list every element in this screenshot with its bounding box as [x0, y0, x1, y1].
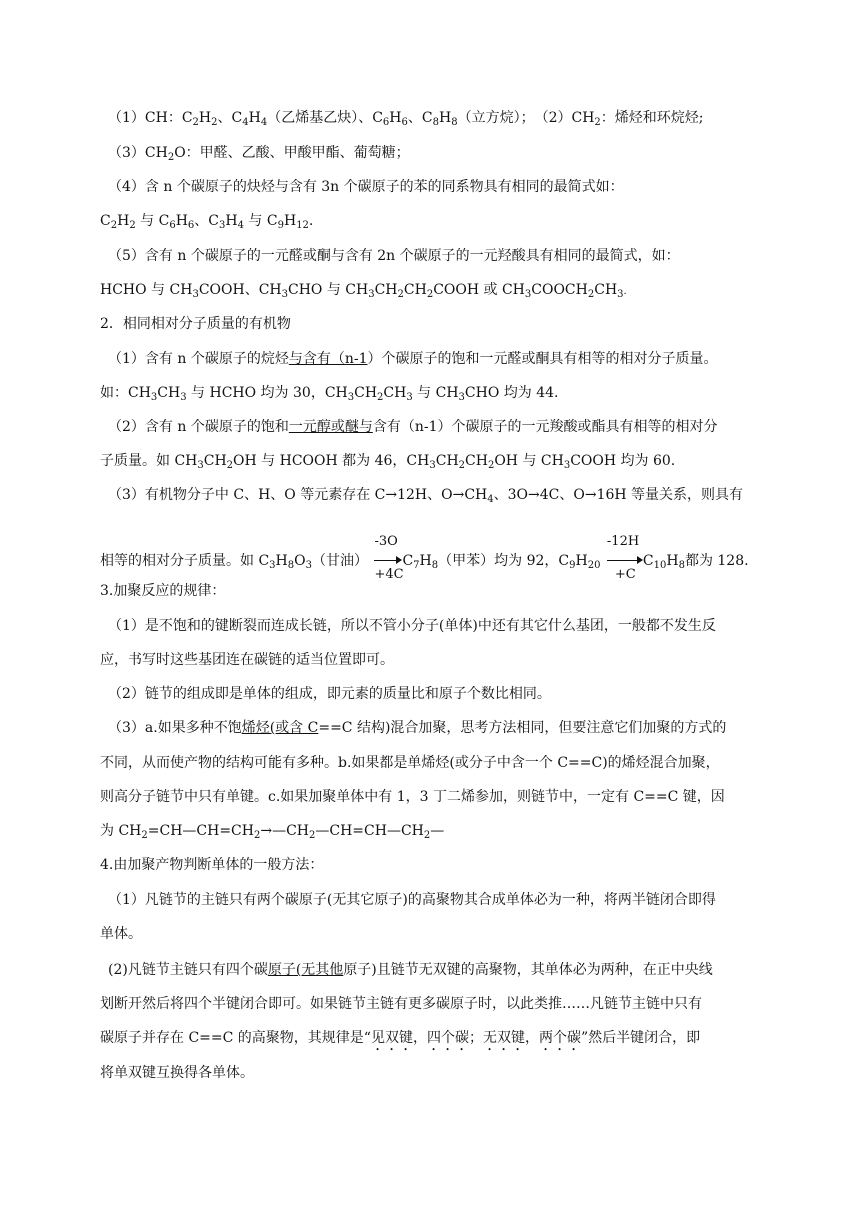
section-heading-4: 4.由加聚产物判断单体的一般方法： — [100, 857, 324, 873]
t: =CH—CH=CH — [147, 823, 254, 839]
text-line-23: （1）凡链节的主链只有两个碳原子(无其它原子)的高聚物其合成单体必为一种，将两半链闭合即得 — [108, 892, 716, 908]
text-line-16: 应，书写时这些基团连在碳链的适当位置即可。 — [100, 652, 394, 668]
sub: 8 — [287, 560, 295, 571]
sub: 4 — [242, 117, 249, 128]
sub: 3 — [617, 289, 624, 300]
t: COOCH — [531, 282, 588, 298]
t: （乙烯基乙炔）、C — [267, 110, 383, 126]
t: （3）有机物分子中 C、H、O 等元素存在 C→12H、O→CH — [108, 487, 488, 503]
t: H — [175, 213, 188, 229]
sub: 2 — [253, 830, 261, 841]
text-line-6 — [100, 280, 627, 302]
sub: 3 — [524, 289, 532, 300]
t: CH — [383, 385, 407, 401]
text-line-26: 划断开然后将四个半键闭合即可。如果链节主链有更多碳原子时，以此类推……凡链节主链中只有 — [100, 996, 702, 1012]
sub: 3 — [406, 392, 413, 403]
t: 如：CH — [100, 385, 151, 401]
t: （立方烷）； （2）CH — [457, 110, 595, 126]
sub: 6 — [401, 117, 408, 128]
t: （甲苯）均为 92，C — [438, 553, 570, 569]
sub: 3 — [219, 220, 226, 231]
t: C — [402, 553, 414, 569]
t: CH — [203, 453, 227, 469]
t: H — [225, 213, 238, 229]
sub: 3 — [150, 392, 158, 403]
t-emphasis: “见双键，四个碳；无双键，两个碳” — [363, 1030, 589, 1046]
t: 、3O→4C、O→16H 等量关系，则具有 — [493, 487, 744, 503]
t: （甘油） — [312, 553, 368, 569]
sub: 8 — [431, 560, 439, 571]
sub: 4 — [260, 117, 268, 128]
text-line-21 — [100, 821, 444, 841]
t: CH — [403, 282, 427, 298]
text-line-4 — [100, 211, 313, 231]
t: 与 C — [243, 213, 278, 229]
t: OH 与 CH — [494, 453, 564, 469]
t: 、C — [194, 213, 219, 229]
t: H — [248, 110, 261, 126]
t: 碳原子并存在 C==C 的高聚物，其规律是 — [100, 1030, 364, 1046]
sub: 4 — [237, 220, 244, 231]
sub: 2 — [594, 117, 601, 128]
section-heading-2: 2．相同相对分子质量的有机物 — [100, 316, 291, 332]
t: （1）CH：C — [108, 110, 193, 126]
t: （3）CH — [108, 145, 168, 161]
arrow-head-icon — [396, 556, 402, 564]
text-line-24: 单体。 — [100, 926, 142, 942]
text-line-25 — [108, 960, 713, 980]
sub: 2 — [487, 460, 495, 471]
sub: 2 — [423, 830, 431, 841]
t: 原子)且链节无双键的高聚物，其单体必为两种，在正中央线 — [343, 962, 713, 978]
text-line-17: （2）链节的组成即是单体的组成，即元素的质量比和原子个数比相同。 — [108, 686, 551, 702]
t: ==C 结构)混合加聚，思考方法相同，但要注意它们加聚的方式的 — [318, 720, 727, 736]
sub: 3 — [368, 289, 375, 300]
sub: 8 — [432, 117, 439, 128]
t: . — [623, 286, 627, 297]
t: ）个碳原子的饱和一元醛或酮具有相等的相对分子质量。 — [367, 351, 718, 367]
t: 与 C — [135, 213, 170, 229]
t: COOH、CH — [198, 282, 282, 298]
text-line-3: （4）含 n 个碳原子的炔烃与含有 3n 个碳原子的苯的同系物具有相同的最简式如： — [108, 179, 624, 195]
sub: 3 — [269, 560, 276, 571]
t: H — [275, 553, 288, 569]
text-line-2 — [108, 143, 410, 163]
sub: 3 — [458, 392, 465, 403]
sub: 2 — [110, 220, 118, 231]
sub: 3 — [305, 560, 312, 571]
t: OH 与 HCOOH 都为 46，CH — [233, 453, 430, 469]
sub: 10 — [653, 560, 667, 571]
t: 相等的相对分子质量。如 C — [100, 553, 270, 569]
sub: 2 — [458, 460, 466, 471]
t-underlined: 一元醇或醚与 — [288, 419, 373, 435]
t: O：甲醛、乙酸、甲酸甲酯、葡萄糖； — [174, 145, 410, 161]
t: CH — [374, 282, 398, 298]
text-line-9 — [100, 383, 559, 403]
sub: 2 — [226, 460, 234, 471]
text-line-28: 将单双键互换得各单体。 — [100, 1065, 254, 1081]
text-line-27 — [100, 1028, 700, 1054]
t: H — [666, 553, 679, 569]
reaction-arrow-2 — [605, 534, 643, 582]
t: CH — [435, 453, 459, 469]
t: —CH=CH—CH — [315, 823, 424, 839]
arrow-head-icon — [637, 556, 643, 564]
t: （3）a.如果多种不饱 — [108, 720, 242, 736]
sub: 6 — [382, 117, 390, 128]
t: H — [389, 110, 402, 126]
arrow-shaft — [607, 560, 641, 561]
arrow-label-top: -3O — [374, 534, 398, 549]
t: 、C — [407, 110, 433, 126]
sub: 4 — [487, 494, 494, 505]
t: CH — [594, 282, 618, 298]
text-line-5: （5）含有 n 个碳原子的一元醛或酮与含有 2n 个碳原子的一元羟酸具有相同的最简式，如： — [108, 248, 680, 264]
t: H — [117, 213, 130, 229]
t: H — [419, 553, 432, 569]
t: — — [430, 823, 445, 839]
t: 、C — [217, 110, 243, 126]
t: HCHO 与 CH — [100, 282, 193, 298]
text-line-19: 不同，从而使产物的结构可能有多种。b.如果都是单烯烃(或分子中含一个 C==C)的烯烃混合加聚， — [100, 755, 720, 771]
sub: 3 — [347, 392, 355, 403]
sub: 3 — [281, 289, 288, 300]
t: 为 CH — [100, 823, 142, 839]
text-line-11 — [100, 451, 675, 471]
t: （1）含有 n 个碳原子的烷烃 — [108, 351, 289, 367]
t: O — [294, 553, 306, 569]
arrow-label-top: -12H — [606, 534, 640, 549]
sub: 2 — [587, 289, 595, 300]
t: COOH 或 CH — [433, 282, 525, 298]
t: CHO 与 CH — [287, 282, 369, 298]
sub: 3 — [192, 289, 199, 300]
t: H — [283, 213, 297, 229]
sub: 2 — [141, 830, 148, 841]
sub: 3 — [563, 460, 571, 471]
text-line-12 — [108, 485, 743, 505]
t: 与 HCHO 均为 30，CH — [186, 385, 348, 401]
sub: 2 — [211, 117, 218, 128]
t-underlined: 与含有（n-1 — [288, 351, 368, 367]
t: 与 CH — [412, 385, 459, 401]
t: (2)凡链节主链只有四个碳 — [108, 962, 268, 978]
sub: 2 — [129, 220, 136, 231]
t: 都为 128. — [684, 553, 749, 569]
t: C — [100, 213, 111, 229]
sub: 6 — [169, 220, 176, 231]
t: CH — [354, 385, 378, 401]
t: 含有（n-1）个碳原子的一元羧酸或酯具有相等的相对分 — [372, 419, 718, 435]
sub: 8 — [678, 560, 685, 571]
t: CH — [465, 453, 488, 469]
text-line-13 — [100, 534, 749, 582]
t: H — [438, 110, 452, 126]
t: CHO 均为 44. — [464, 385, 559, 401]
sub: 2 — [192, 117, 199, 128]
text-line-18 — [108, 718, 726, 738]
sub: 3 — [180, 392, 187, 403]
sub: 7 — [413, 560, 420, 571]
t: . — [308, 213, 314, 229]
t: 子质量。如 CH — [100, 453, 198, 469]
sub: 2 — [309, 830, 316, 841]
arrow-label-bottom: +C — [614, 567, 636, 582]
sub: 2 — [426, 289, 434, 300]
sub: 3 — [197, 460, 204, 471]
text-line-10 — [108, 417, 717, 437]
reaction-arrow-1 — [372, 534, 404, 582]
t-underlined: 烯烃(或含 C — [241, 720, 319, 736]
t: →—CH — [260, 823, 310, 839]
t: 然后半键闭合，即 — [588, 1030, 701, 1046]
text-line-15: （1）是不饱和的键断裂而连成长链，所以不管小分子(单体)中还有其它什么基团，一般都不发生反 — [108, 618, 716, 634]
text-line-8 — [108, 349, 717, 369]
sub: 2 — [397, 289, 404, 300]
section-heading-3: 3.加聚反应的规律： — [100, 583, 226, 599]
t: COOH 均为 60. — [570, 453, 676, 469]
t: （2）含有 n 个碳原子的饱和 — [108, 419, 289, 435]
t: C — [642, 553, 654, 569]
sub: 8 — [451, 117, 458, 128]
t: CH — [157, 385, 181, 401]
arrow-label-bottom: +4C — [374, 567, 404, 582]
sub: 2 — [167, 152, 175, 163]
text-line-20: 则高分子链节中只有单键。c.如果加聚单体中有 1，3 丁二烯参加，则链节中，一定有 C==C 键，因 — [100, 789, 725, 805]
t: ：烯烃和环烷烃; — [600, 110, 704, 126]
sub: 9 — [569, 560, 576, 571]
sub: 3 — [429, 460, 436, 471]
sub: 9 — [277, 220, 284, 231]
t-underlined: 原子(无其他 — [267, 962, 344, 978]
text-line-1 — [108, 108, 704, 128]
t: H — [575, 553, 588, 569]
sub: 12 — [296, 220, 309, 231]
t: H — [198, 110, 212, 126]
sub: 2 — [377, 392, 384, 403]
sub: 20 — [587, 560, 601, 571]
sub: 6 — [187, 220, 195, 231]
